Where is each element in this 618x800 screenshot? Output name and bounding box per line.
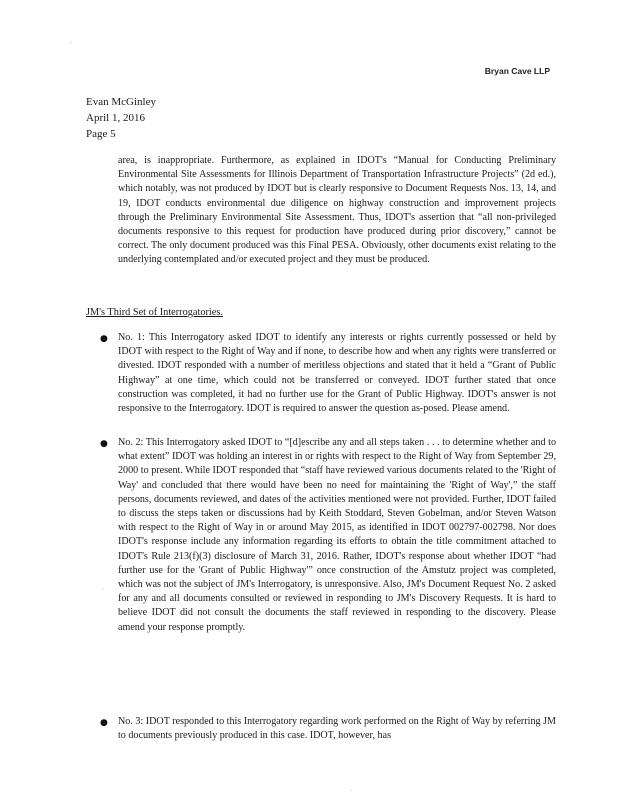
bullet-icon: ● [100,718,108,728]
bullet-icon: ● [100,334,108,344]
scan-speck: · [350,788,352,795]
recipient-name: Evan McGinley [86,96,156,108]
letter-date: April 1, 2016 [86,112,145,124]
page-number: Page 5 [86,128,116,140]
interrogatory-1-text: No. 1: This Interrogatory asked IDOT to identify any interests or rights currently possessed or held by IDOT with respect to the Right of Way and if none, to describe how and when any rights were transferred or divested. IDOT responded with a number of meritless objections and stated that it held a “Grant of Public Highway” at one time, which could not be transferred or conveyed. IDOT further stated that once construction was completed, it had no further use for the Grant of Public Highway. IDOT's answer is not responsive to the Interrogatory. IDOT is required to answer the question as-posed. Please amend. [118,332,556,415]
interrogatory-3-text: No. 3: IDOT responded to this Interrogatory regarding work performed on the Right of Way by referring JM to documents previously produced in this case. IDOT, however, has [118,716,556,742]
interrogatory-2-text: No. 2: This Interrogatory asked IDOT to “[d]escribe any and all steps taken . . . to determine whether and to what extent” IDOT was holding an interest in or rights with respect to the Right of Way from September 29, 2000 to present. While IDOT responded that “staff have reviewed various documents related to the 'Right of Way' and concluded that there would have been no need for maintaining the 'Right of Way',” the staff persons, documents reviewed, and dates of the activities mentioned were not provided. Further, IDOT failed to discuss the steps taken or discussions had by Keith Stoddard, Steven Gobelman, and/or Steven Watson with respect to the Right of Way in or around May 2015, as identified in IDOT 002797-002798. Nor does IDOT's response include any information regarding its efforts to obtain the title commitment attached to IDOT's Rule 213(f)(3) disclosure of March 31, 2016. Rather, IDOT's response about whether IDOT “had further use for the 'Grant of Public Highway'” once construction of the Amstutz project was completed, which was not the subject of JM's Interrogatory, is unresponsive. Also, JM's Document Request No. 2 asked for any and all documents consulted or reviewed in responding to JM's Discovery Requests. It is hard to believe IDOT did not consult the documents the staff reviewed in responding to the discovery. Please amend your response promptly. [118,437,556,633]
firm-name: Bryan Cave LLP [484,66,550,76]
scan-speck: · [70,40,72,47]
bullet-icon: ● [100,439,108,449]
section-heading: JM's Third Set of Interrogatories. [86,307,223,318]
continued-paragraph: area, is inappropriate. Furthermore, as explained in IDOT's “Manual for Conducting Preliminary Environmental Site Assessments for Illinois Department of Transportation Infrastructure Projects” (2d ed.), which notably, was not produced by IDOT but is clearly responsive to Document Requests Nos. 13, 14, and 19, IDOT conducts environmental due diligence on highway construction and improvement projects through the Preliminary Environmental Site Assessment. Thus, IDOT's assertion that “all non-privileged documents responsive to this request for production have produced during prior discovery,” cannot be correct. The only document produced was this Final PESA. Obviously, other documents exist relating to the underlying contemplated and/or executed project and they must be produced. [118,155,556,266]
scan-speck: · [102,586,104,593]
